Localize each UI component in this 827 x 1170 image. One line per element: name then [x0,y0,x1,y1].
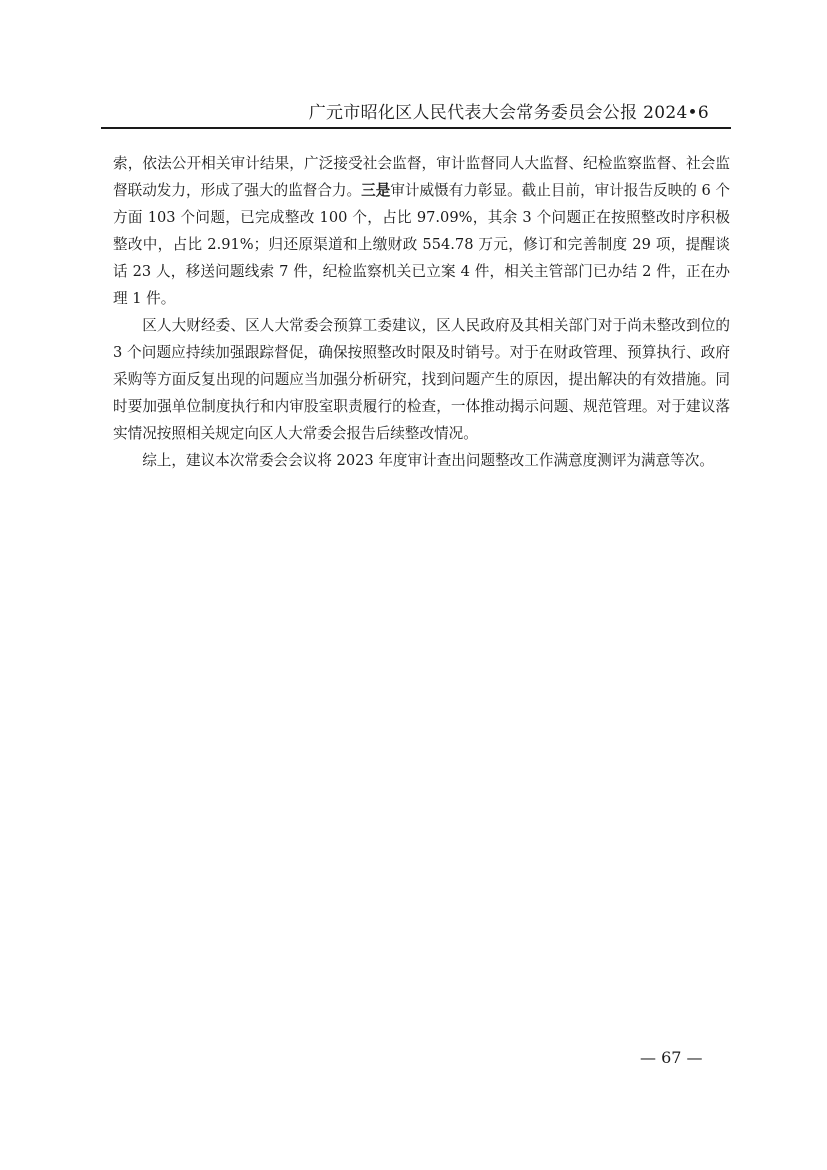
paragraph-1-emphasis: 三是 [361,182,391,199]
paragraph-1-text-before: 索，依法公开相关审计结果，广泛接受社会监督，审计监督同人大监督、纪检监察监督、社会监督联动发力，形成了强大的监督合力。 [113,155,730,199]
page-number: — 67 — [640,1048,703,1067]
header-title: 广元市昭化区人民代表大会常务委员会公报 2024•6 [308,103,709,123]
document-body [113,150,730,474]
header-rule [101,127,731,129]
paragraph-2: 区人大财经委、区人大常委会预算工委建议，区人民政府及其相关部门对于尚未整改到位的 3 个问题应持续加强跟踪督促，确保按照整改时限及时销号。对于在财政管理、预算执行、政府采购等方面反复出现的问题应当加强分析研究，找到问题产生的原因，提出解决的有效措施。同时要加强单位制度执行和内审股室职责履行的检查，一体推动揭示问题、规范管理。对于建议落实情况按照相关规定向区人大常委会报告后续整改情况。 [113,317,730,442]
paragraph-1-text-after: 审计威慑有力彰显。截止目前，审计报告反映的 6 个方面 103 个问题，已完成整改 100 个，占比 97.09%，其余 3 个问题正在按照整改时序积极整改中，占比 2.91%；归还原渠道和上缴财政 554.78 万元，修订和完善制度 29 项，提醒谈话 23 人，移送问题线索 7 件，纪检监察机关已立案 4 件，相关主管部门已办结 2 件，正在办理 1 件。 [113,182,730,307]
paragraph-3: 综上，建议本次常委会会议将 2023 年度审计查出问题整改工作满意度测评为满意等次。 [142,452,714,469]
paragraph-1 [113,150,730,312]
